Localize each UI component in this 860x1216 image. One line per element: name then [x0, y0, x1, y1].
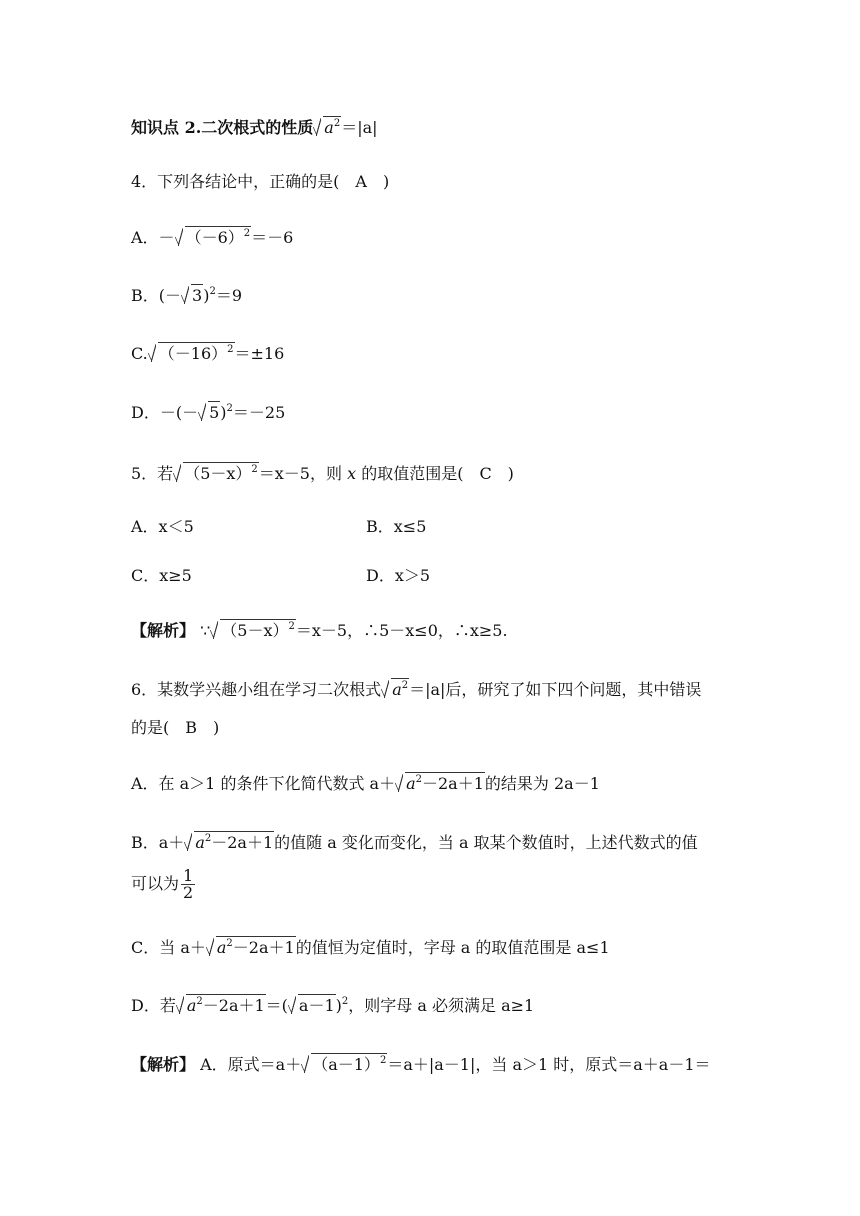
fraction-denominator: 2: [183, 883, 194, 902]
q6-option-a: [131, 772, 600, 795]
sqrt-symbol: [176, 994, 266, 1017]
q6-a-var: a: [406, 774, 416, 793]
q6-stem-post: ＝|a|后，研究了如下四个问题，其中错误: [409, 680, 702, 699]
q6-option-d: [131, 994, 534, 1017]
section-heading: [131, 116, 378, 139]
q6-stem: [131, 678, 701, 701]
q5-option-c: C．x≥5: [131, 566, 192, 585]
q5-exp: 2: [251, 464, 258, 475]
q6-d-radicand2: a－1: [298, 996, 335, 1015]
q5-post1: ＝x－5，则: [258, 464, 348, 483]
q4-option-d: [131, 401, 285, 424]
q4-option-b: [131, 284, 242, 307]
q4-a-post: ＝－6: [251, 228, 294, 247]
q6-stem-exp: 2: [401, 680, 409, 691]
q6-a-pre: A．在 a＞1 的条件下化简代数式 a＋: [131, 774, 396, 793]
sqrt-symbol: [313, 116, 341, 139]
sqrt-symbol: [181, 284, 203, 307]
q6-a-rest: －2a＋1: [422, 774, 484, 793]
q6-c-var: a: [216, 938, 227, 957]
q6-option-b-line2: [131, 868, 195, 901]
heading-text: 知识点 2.二次根式的性质: [131, 118, 314, 137]
q4-b-radicand: 3: [192, 286, 203, 305]
q6-a-exp: 2: [415, 774, 422, 785]
sqrt-symbol: [288, 994, 336, 1017]
q4-d-radicand: 5: [209, 403, 220, 422]
q6-d-close: ): [335, 996, 342, 1015]
q6-b-var: a: [195, 833, 205, 852]
q5-radicand: （5－x）: [184, 464, 252, 483]
q4-c-pre: C.: [131, 344, 148, 363]
q6-b-post: 的值随 a 变化而变化，当 a 取某个数值时，上述代数式的值: [274, 833, 698, 852]
q4-b-close: ): [203, 286, 210, 305]
sqrt-symbol: [301, 1053, 387, 1076]
q4-d-post: ＝－25: [232, 403, 286, 422]
q6-b-exp: 2: [204, 833, 212, 844]
sqrt-symbol: [210, 619, 296, 642]
q5-option-a: A．x＜5: [131, 517, 194, 536]
q6-analysis: [131, 1053, 711, 1076]
q6-c-pre: C．当 a＋: [131, 938, 206, 957]
q4-option-a: [131, 226, 293, 249]
analysis-tag: 【解析】: [131, 1055, 196, 1074]
q5-pre: 5．若: [131, 464, 174, 483]
q6-option-b: [131, 831, 698, 854]
q4-d-close: ): [220, 403, 227, 422]
q4-b-pre: B．(－: [131, 286, 182, 305]
q4-c-post: ＝±16: [234, 344, 285, 363]
q6-c-exp: 2: [226, 938, 233, 949]
q6-d-mid: ＝(: [265, 996, 288, 1015]
q6-d-pre: D．若: [131, 996, 176, 1015]
q6-b-line2-text: 可以为: [131, 874, 180, 893]
q5-analysis-exp: 2: [288, 621, 295, 632]
sqrt-symbol: [395, 772, 485, 795]
q4-stem: 4．下列各结论中，正确的是( A ): [131, 172, 390, 191]
q6-c-post: 的值恒为定值时，字母 a 的取值范围是 a≤1: [295, 938, 610, 957]
sqrt-symbol: [184, 831, 274, 854]
q5-analysis-post: ＝x－5，∴5－x≤0，∴x≥5.: [295, 621, 508, 640]
heading-suffix: ＝|a|: [341, 118, 378, 137]
q6-d-var: a: [186, 996, 197, 1015]
q4-c-radicand: （－16）: [158, 344, 228, 363]
q6-b-rest: －2a＋1: [211, 833, 274, 852]
q4-a-radicand: （－6）: [185, 228, 244, 247]
q6-b-pre: B．a＋: [131, 833, 185, 852]
q4-d-exp: 2: [226, 403, 233, 414]
q6-a-post: 的结果为 2a－1: [484, 774, 600, 793]
q5-analysis: [131, 619, 508, 642]
q5-analysis-pre: ∵: [195, 621, 211, 640]
q6-stem-pre: 6．某数学兴趣小组在学习二次根式: [131, 680, 382, 699]
q4-b-post: ＝9: [215, 286, 243, 305]
q6-stem-line2: 的是( B ): [131, 718, 220, 737]
q5-stem: [131, 462, 514, 485]
q4-d-pre: D．－(－: [131, 403, 199, 422]
q4-a-pre: A．－: [131, 228, 175, 247]
q6-analysis-post: ＝a＋|a－1|，当 a＞1 时，原式＝a＋a－1＝: [387, 1055, 711, 1074]
q6-d-post: ，则字母 a 必须满足 a≥1: [348, 996, 535, 1015]
q6-analysis-pre: A．原式＝a＋: [195, 1055, 302, 1074]
sqrt-symbol: [206, 936, 296, 959]
q5-post2: 的取值范围是( C ): [356, 464, 514, 483]
heading-var: a: [324, 118, 334, 137]
q6-d-rest: －2a＋1: [202, 996, 265, 1015]
q5-var: x: [347, 464, 357, 483]
fraction: [181, 868, 195, 901]
q4-b-exp: 2: [209, 286, 216, 297]
sqrt-symbol: [381, 678, 409, 701]
analysis-tag: 【解析】: [131, 621, 196, 640]
q6-option-c: [131, 936, 610, 959]
q4-a-exp: 2: [243, 228, 251, 239]
q6-d-exp2: 2: [341, 996, 349, 1007]
q4-c-exp: 2: [227, 344, 234, 355]
q6-analysis-radicand: （a－1）: [312, 1055, 380, 1074]
q5-option-d: D．x＞5: [366, 566, 431, 585]
q6-analysis-exp: 2: [379, 1055, 387, 1066]
q4-option-c: [131, 342, 284, 365]
q5-analysis-radicand: （5－x）: [221, 621, 289, 640]
sqrt-symbol: [148, 342, 235, 365]
sqrt-symbol: [173, 462, 259, 485]
q6-stem-radicand: a: [392, 680, 402, 699]
q6-d-exp: 2: [196, 996, 203, 1007]
q5-option-b: B．x≤5: [366, 517, 427, 536]
fraction-numerator: 1: [183, 866, 194, 885]
sqrt-symbol: [198, 401, 220, 424]
q6-c-rest: －2a＋1: [232, 938, 295, 957]
heading-exp: 2: [333, 118, 341, 129]
sqrt-symbol: [175, 226, 252, 249]
